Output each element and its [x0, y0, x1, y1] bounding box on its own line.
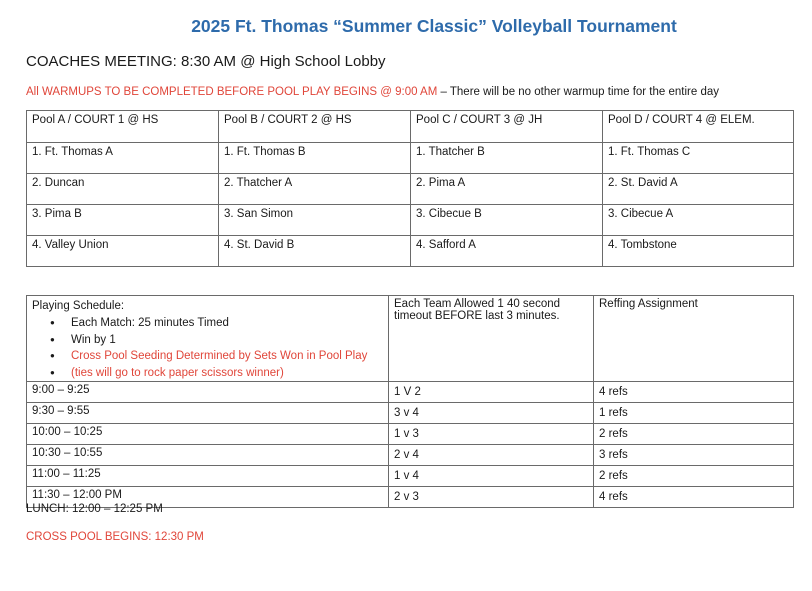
pool-team-cell: 4. Safford A: [411, 236, 603, 267]
page-title: 2025 Ft. Thomas “Summer Classic” Volleyball Tournament: [191, 16, 677, 36]
pool-team-cell: 3. Cibecue A: [603, 205, 794, 236]
schedule-header-row: [27, 296, 794, 382]
schedule-row: [27, 445, 794, 466]
pools-row: [27, 174, 794, 205]
pools-row: [27, 236, 794, 267]
schedule-row: [27, 403, 794, 424]
match-time: 11:00 – 11:25: [27, 466, 389, 487]
rule-item: ● Each Match: 25 minutes Timed: [32, 315, 388, 332]
warmup-notice-black: – There will be no other warmup time for the entire day: [437, 86, 719, 98]
pool-team-cell: 4. Tombstone: [603, 236, 794, 267]
ref-assignment: 3 refs: [594, 445, 794, 466]
reffing-header: Reffing Assignment: [594, 296, 794, 382]
match-pairing: 3 v 4: [389, 403, 594, 424]
warmup-notice-red: All WARMUPS TO BE COMPLETED BEFORE POOL PLAY BEGINS @ 9:00 AM: [26, 86, 438, 98]
ref-assignment: 2 refs: [594, 424, 794, 445]
ref-assignment: 4 refs: [594, 487, 794, 508]
ref-assignment: 4 refs: [594, 382, 794, 403]
match-time: 10:00 – 10:25: [27, 424, 389, 445]
pool-team-cell: 2. Pima A: [411, 174, 603, 205]
rule-note-text: (ties will go to rock paper scissors winner): [71, 366, 284, 379]
pool-b-header: Pool B / COURT 2 @ HS: [219, 111, 411, 143]
lunch-time: LUNCH: 12:00 – 12:25 PM: [26, 503, 163, 515]
pool-team-cell: 3. Pima B: [27, 205, 219, 236]
match-time: 9:30 – 9:55: [27, 403, 389, 424]
pool-a-header: Pool A / COURT 1 @ HS: [27, 111, 219, 143]
schedule-row: [27, 382, 794, 403]
pools-row: [27, 143, 794, 174]
pool-team-cell: 1. Ft. Thomas A: [27, 143, 219, 174]
match-pairing: 2 v 3: [389, 487, 594, 508]
schedule-rules-list: [32, 315, 388, 381]
ref-assignment: 2 refs: [594, 466, 794, 487]
cross-pool-start: CROSS POOL BEGINS: 12:30 PM: [26, 531, 204, 543]
schedule-row: [27, 466, 794, 487]
rule-note: [32, 365, 388, 382]
schedule-table: [26, 295, 794, 508]
pool-team-cell: 3. San Simon: [219, 205, 411, 236]
schedule-row: [27, 424, 794, 445]
match-pairing: 1 v 3: [389, 424, 594, 445]
pools-row: [27, 205, 794, 236]
pool-team-cell: 1. Ft. Thomas B: [219, 143, 411, 174]
pool-d-header: Pool D / COURT 4 @ ELEM.: [603, 111, 794, 143]
pool-team-cell: 3. Cibecue B: [411, 205, 603, 236]
pool-c-header: Pool C / COURT 3 @ JH: [411, 111, 603, 143]
timeout-note: Each Team Allowed 1 40 second timeout BEFORE last 3 minutes.: [389, 296, 594, 382]
schedule-info-cell: [27, 296, 389, 382]
pool-team-cell: 1. Ft. Thomas C: [603, 143, 794, 174]
pool-team-cell: 2. Thatcher A: [219, 174, 411, 205]
match-pairing: 1 V 2: [389, 382, 594, 403]
match-time: 10:30 – 10:55: [27, 445, 389, 466]
match-time: 9:00 – 9:25: [27, 382, 389, 403]
coaches-meeting: COACHES MEETING: 8:30 AM @ High School Lobby: [26, 53, 386, 70]
pool-team-cell: 1. Thatcher B: [411, 143, 603, 174]
rule-item: ● Cross Pool Seeding Determined by Sets Won in Pool Play: [32, 348, 388, 365]
warmup-notice: [26, 86, 719, 98]
pool-team-cell: 2. St. David A: [603, 174, 794, 205]
pool-team-cell: 2. Duncan: [27, 174, 219, 205]
ref-assignment: 1 refs: [594, 403, 794, 424]
match-pairing: 1 v 4: [389, 466, 594, 487]
pool-team-cell: 4. Valley Union: [27, 236, 219, 267]
match-pairing: 2 v 4: [389, 445, 594, 466]
pool-team-cell: 4. St. David B: [219, 236, 411, 267]
pools-header-row: [27, 111, 794, 143]
pools-table: [26, 110, 794, 267]
match-time: 11:30 – 12:00 PM: [27, 487, 389, 508]
rule-item: ● Win by 1: [32, 332, 388, 349]
schedule-title: Playing Schedule:: [32, 300, 125, 312]
